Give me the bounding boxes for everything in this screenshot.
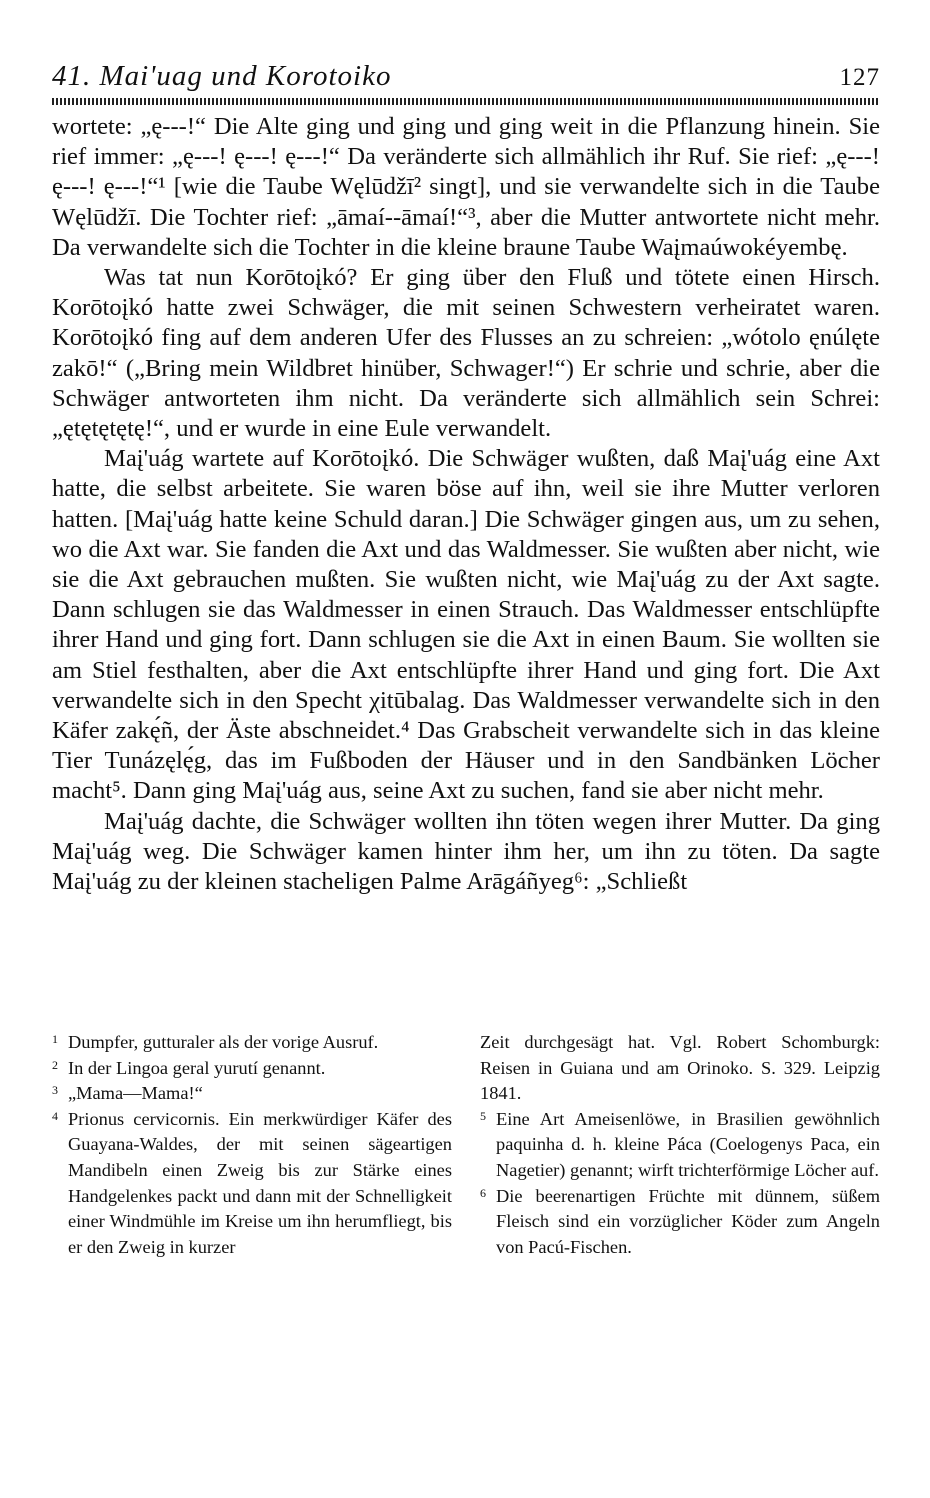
footnote-column-left xyxy=(52,1030,452,1260)
footnote-text: Eine Art Ameisenlöwe, in Brasilien gewöhnlich paquinha d. h. kleine Páca (Coelogenys Paca, ein Nagetier) genannt; wirft trichterförmige Löcher auf. xyxy=(496,1108,880,1180)
footnote xyxy=(52,1056,452,1082)
paragraph: Maį'uág wartete auf Korōtoįkó. Die Schwäger wußten, daß Maį'uág eine Axt hatte, die selbst arbeitete. Sie waren böse auf ihn, weil sie ihre Mutter verloren hatten. [Maį'uág hatte keine Schuld daran.] Die Schwäger gingen aus, um zu sehen, wo die Axt war. Sie fanden die Axt und das Waldmesser. Sie wußten aber nicht, wie sie die Axt gebrauchen mußten. Sie wußten nicht, wie Maį'uág zu der Axt sagte. Dann schlugen sie das Waldmesser in einen Strauch. Das Waldmesser entschlüpfte ihrer Hand und ging fort. Dann schlugen sie die Axt in einen Baum. Sie wollten sie am Stiel festhalten, aber die Axt entschlüpfte ihrer Hand und ging fort. Die Axt verwandelte sich in den Specht χitūbalag. Das Waldmesser verwandelte sich in den Käfer zakę́ñ, der Äste abschneidet.⁴ Das Grabscheit verwandelte sich in das kleine Tier Tunázęlę́g, das im Fußboden der Häuser und in den Sandbänken Löcher macht⁵. Dann ging Maį'uág aus, seine Axt zu suchen, fand sie aber nicht mehr. xyxy=(52,445,880,805)
ornamental-rule xyxy=(52,98,880,105)
footnote-text: Dumpfer, gutturaler als der vorige Ausruf. xyxy=(68,1032,379,1052)
footnote-text: Zeit durchgesägt hat. Vgl. Robert Schomburgk: Reisen in Guiana und am Orinoko. S. 329. Leipzig 1841. xyxy=(480,1032,880,1104)
footnote-mark: 5 xyxy=(480,1108,486,1123)
chapter-title: 41. Mai'uag und Korotoiko xyxy=(52,60,392,92)
footnote-mark: 3 xyxy=(52,1083,58,1098)
paragraph: wortete: „ę---!“ Die Alte ging und ging und ging weit in die Pflanzung hinein. Sie rief immer: „ę---! ę---! ę---!“ Da veränderte sich allmählich ihr Ruf. Sie rief: „ę---! ę---! ę---!“¹ [wie die Taube Węlūdžī² singt], und sie verwandelte sich in die Taube Węlūdžī. Die Tochter rief: „āmaí--āmaí!“³, aber die Mutter antwortete nicht mehr. Da verwandelte sich die Tochter in die kleine braune Taube Waįmaúwokéyembę. xyxy=(52,113,880,261)
footnote-text: In der Lingoa geral yurutí genannt. xyxy=(68,1057,326,1078)
footnote xyxy=(480,1184,880,1261)
footnote-mark: 4 xyxy=(52,1108,58,1123)
page-number: 127 xyxy=(839,64,880,91)
footnote xyxy=(52,1030,452,1056)
footnote-mark: 2 xyxy=(52,1057,58,1072)
footnote-text: Prionus cervicornis. Ein merkwürdiger Käfer des Guayana-Waldes, der mit seinen sägeartigen Mandibeln einen Zweig bis zur Stärke eines Handgelenkes packt und dann mit der Schnelligkeit einer Windmühle im Kreise um ihn herumfliegt, bis er den Zweig in kurzer xyxy=(68,1108,452,1257)
footnote-column-right xyxy=(480,1030,880,1260)
footnote xyxy=(480,1107,880,1184)
footnote-mark: 1 xyxy=(52,1032,58,1046)
footnote-text: Die beerenartigen Früchte mit dünnem, süßem Fleisch sind ein vorzüglicher Köder zum Angeln von Pacú-Fischen. xyxy=(496,1185,880,1257)
footnotes xyxy=(52,1030,880,1320)
footnote-text: „Mama—Mama!“ xyxy=(68,1083,203,1104)
footnote-mark: 6 xyxy=(480,1185,486,1200)
footnote-continuation xyxy=(480,1030,880,1107)
paragraph: Was tat nun Korōtoįkó? Er ging über den Fluß und tötete einen Hirsch. Korōtoįkó hatte zwei Schwäger, die mit seinen Schwestern verheiratet waren. Korōtoįkó fing auf dem anderen Ufer des Flusses an zu schreien: „wótolo ęnúlęte zakō!“ („Bring mein Wildbret hinüber, Schwager!“) Er schrie und schrie, aber die Schwäger antworteten ihm nicht. Da veränderte sich allmählich sein Schrei: „ętętętętę!“, und er wurde in eine Eule verwandelt. xyxy=(52,264,880,443)
footnote xyxy=(52,1107,452,1261)
footnote xyxy=(52,1081,452,1107)
main-text xyxy=(52,112,880,897)
running-header xyxy=(52,60,880,100)
paragraph: Maį'uág dachte, die Schwäger wollten ihn töten wegen ihrer Mutter. Da ging Maį'uág weg. Die Schwäger kamen hinter ihm her, um ihn zu töten. Da sagte Maį'uág zu der kleinen stacheligen Palme Arāgáñyeg⁶: „Schließt xyxy=(52,807,880,896)
